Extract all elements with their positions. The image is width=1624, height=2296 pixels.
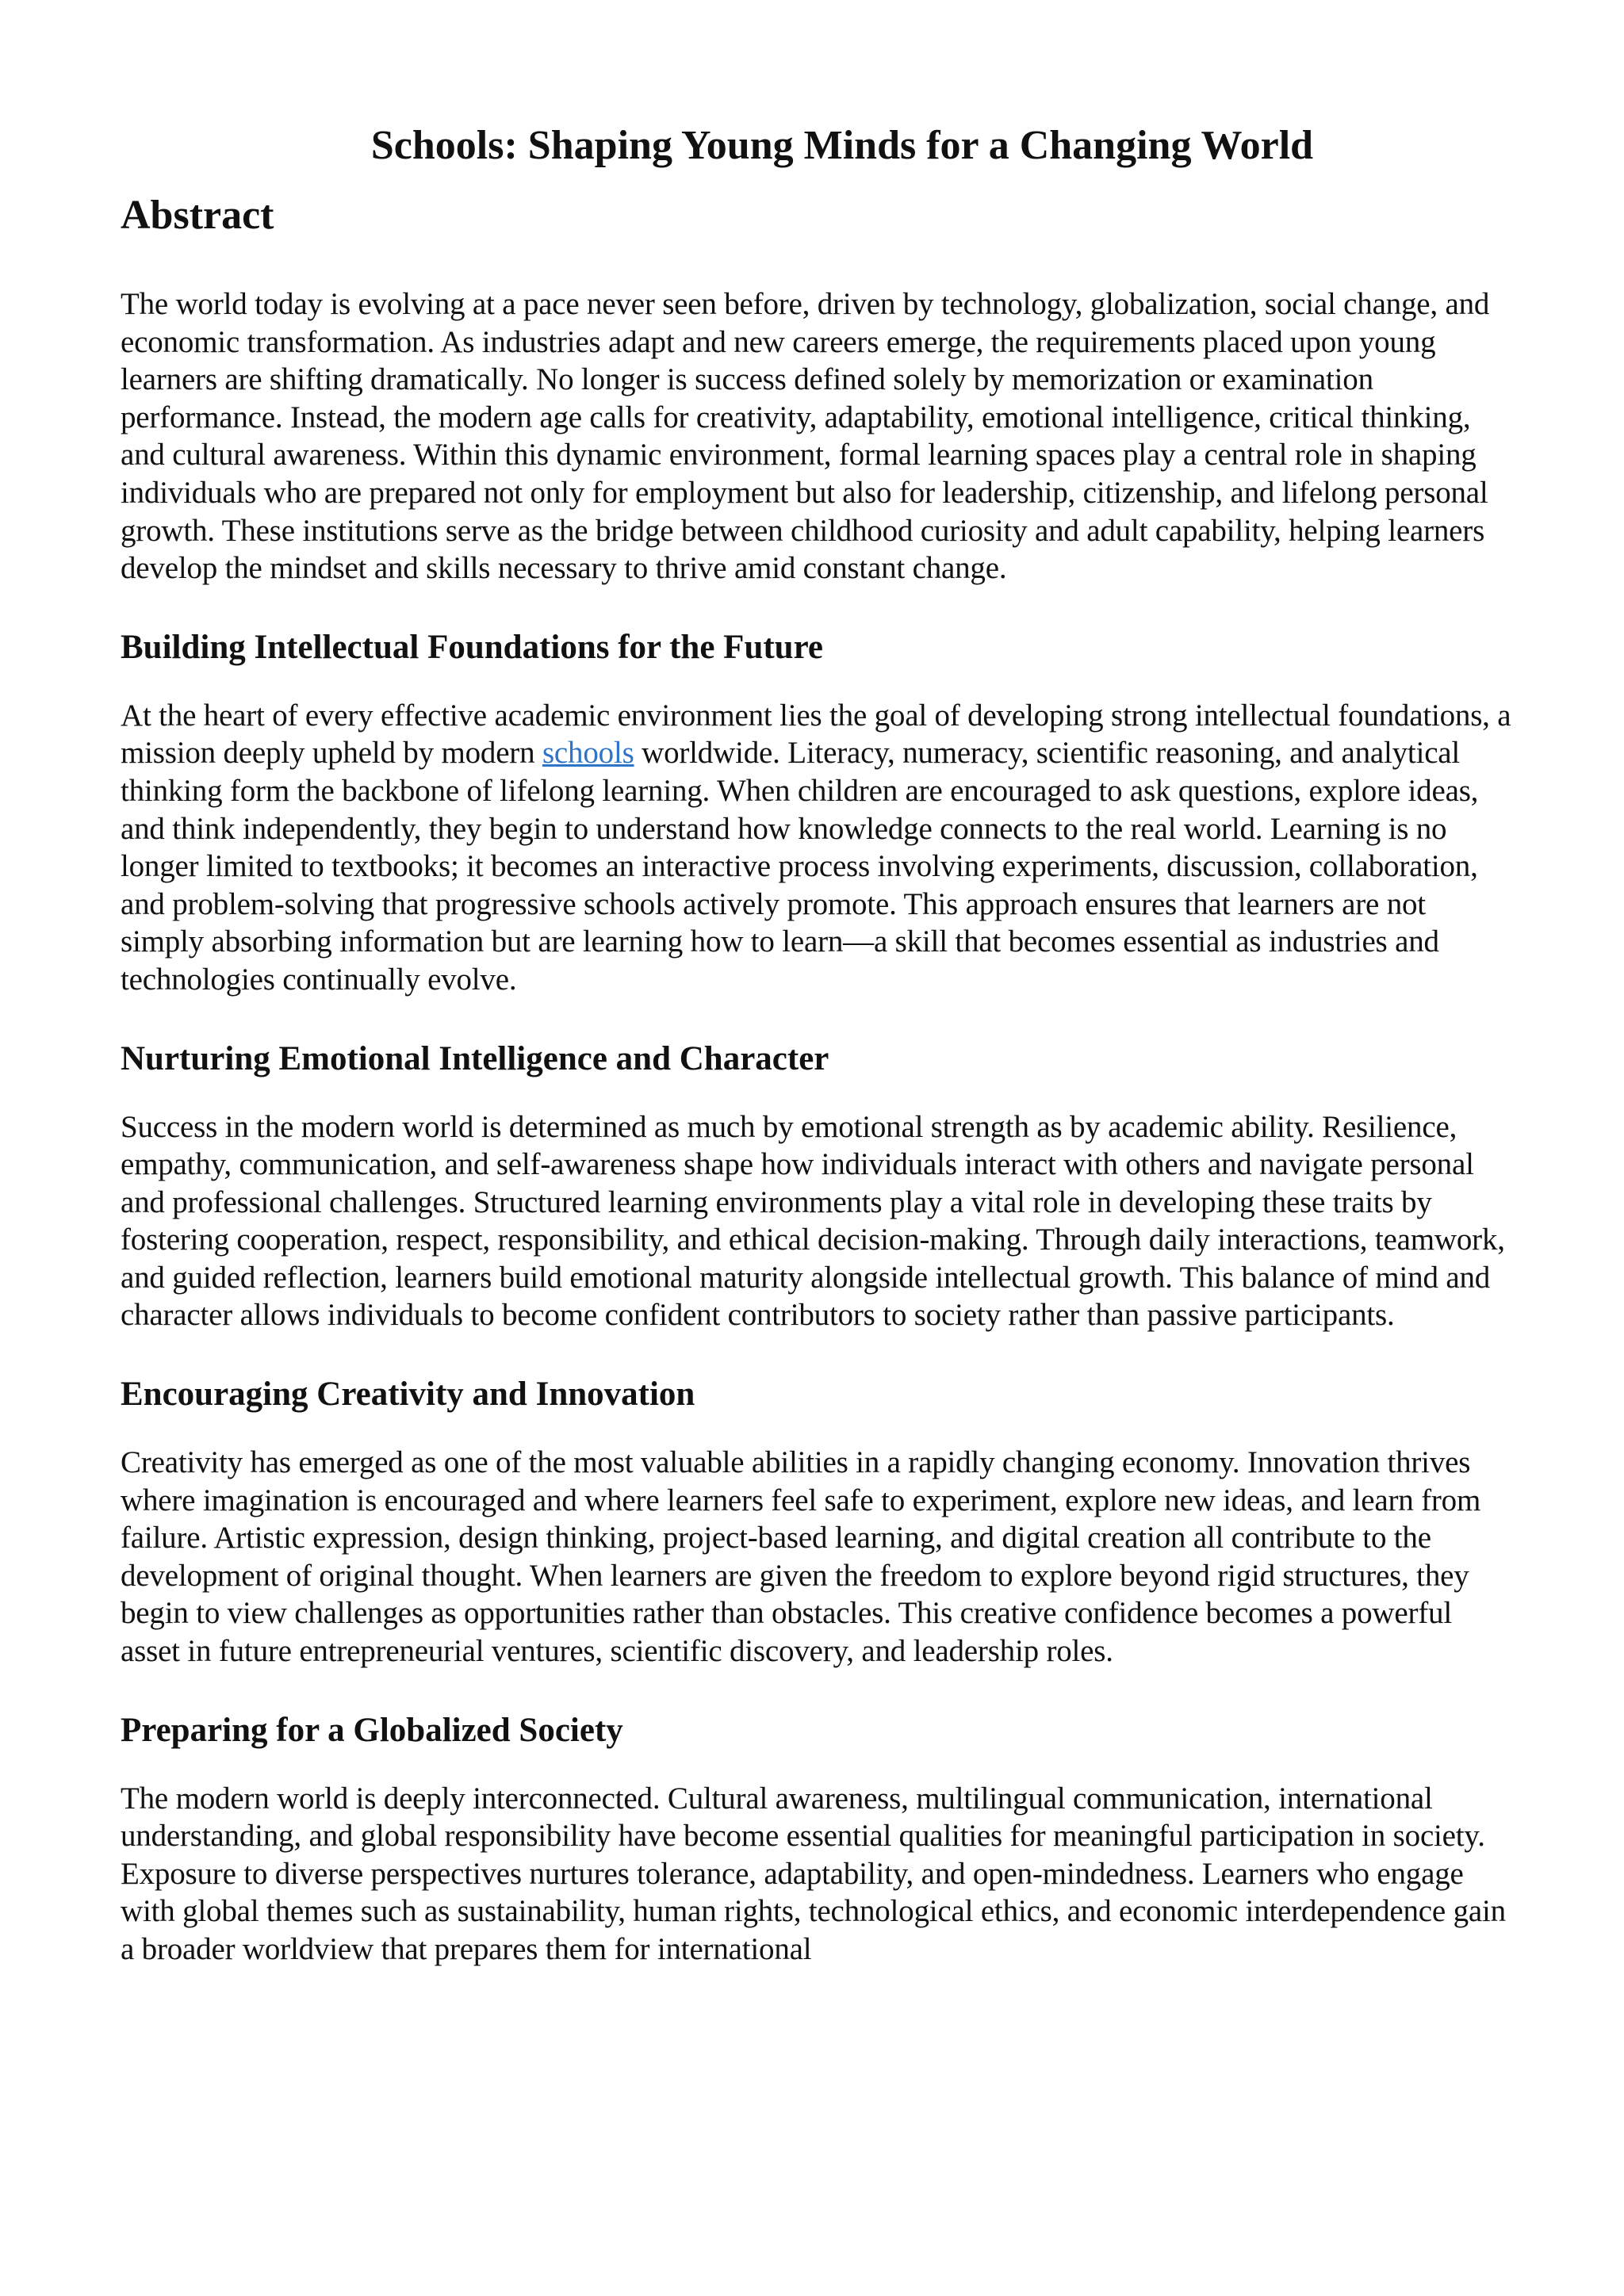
paragraph-text-before-link: At the heart of every effective academic environment lies the goal of developing strong intellectual foundations, a mission deeply upheld by modern <box>121 698 1511 771</box>
section-paragraph-emotional-intelligence: Success in the modern world is determined as much by emotional strength as by academic ability. Resilience, empathy, communication, and self-awareness shape how individuals interact with others and navigate personal and professional challenges. Structured learning environments play a vital role in developing these traits by fostering cooperation, respect, responsibility, and ethical decision-making. Through daily interactions, teamwork, and guided reflection, learners build emotional maturity alongside intellectual growth. This balance of mind and character allows individuals to become confident contributors to society rather than passive participants. <box>121 1109 1505 1333</box>
section-heading-emotional-intelligence: Nurturing Emotional Intelligence and Character <box>121 1039 829 1077</box>
document-title: Schools: Shaping Young Minds for a Changing World <box>370 123 1314 168</box>
abstract-paragraph: The world today is evolving at a pace never seen before, driven by technology, globalization, social change, and economic transformation. As industries adapt and new careers emerge, the requirements placed upon young learners are shifting dramatically. No longer is success defined solely by memorization or examination performance. Instead, the modern age calls for creativity, adaptability, emotional intelligence, critical thinking, and cultural awareness. Within this dynamic environment, formal learning spaces play a central role in shaping individuals who are prepared not only for employment but also for leadership, citizenship, and lifelong personal growth. These institutions serve as the bridge between childhood curiosity and adult capability, helping learners develop the mindset and skills necessary to thrive amid constant change. <box>121 287 1490 586</box>
schools-link[interactable]: schools <box>542 736 634 771</box>
section-paragraph-creativity: Creativity has emerged as one of the most valuable abilities in a rapidly changing economy. Innovation thrives where imagination is encouraged and where learners feel safe to experiment, explore new ideas, and learn from failure. Artistic expression, design thinking, project-based learning, and digital creation all contribute to the development of original thought. When learners are given the freedom to explore beyond rigid structures, they begin to view challenges as opportunities rather than obstacles. This creative confidence becomes a powerful asset in future entrepreneurial ventures, scientific discovery, and leadership roles. <box>121 1445 1481 1669</box>
abstract-heading: Abstract <box>121 193 274 238</box>
document-page <box>121 119 1516 2007</box>
paragraph-text-after-link: worldwide. Literacy, numeracy, scientific reasoning, and analytical thinking form the backbone of lifelong learning. When children are encouraged to ask questions, explore ideas, and think independently, they begin to understand how knowledge connects to the real world. Learning is no longer limited to textbooks; it becomes an interactive process involving experiments, discussion, collaboration, and problem-solving that progressive schools actively promote. This approach ensures that learners are not simply absorbing information but are learning how to learn—a skill that becomes essential as industries and technologies continually evolve. <box>121 736 1479 997</box>
section-heading-intellectual-foundations: Building Intellectual Foundations for the Future <box>121 628 823 666</box>
section-paragraph-globalized-society: The modern world is deeply interconnected. Cultural awareness, multilingual communication, international understanding, and global responsibility have become essential qualities for meaningful participation in society. Exposure to diverse perspectives nurtures tolerance, adaptability, and open-mindedness. Learners who engage with global themes such as sustainability, human rights, technological ethics, and economic interdependence gain a broader worldview that prepares them for international <box>121 1781 1506 1966</box>
section-paragraph-intellectual-foundations <box>121 697 1516 999</box>
section-heading-creativity: Encouraging Creativity and Innovation <box>121 1376 695 1414</box>
section-heading-globalized-society: Preparing for a Globalized Society <box>121 1711 623 1749</box>
